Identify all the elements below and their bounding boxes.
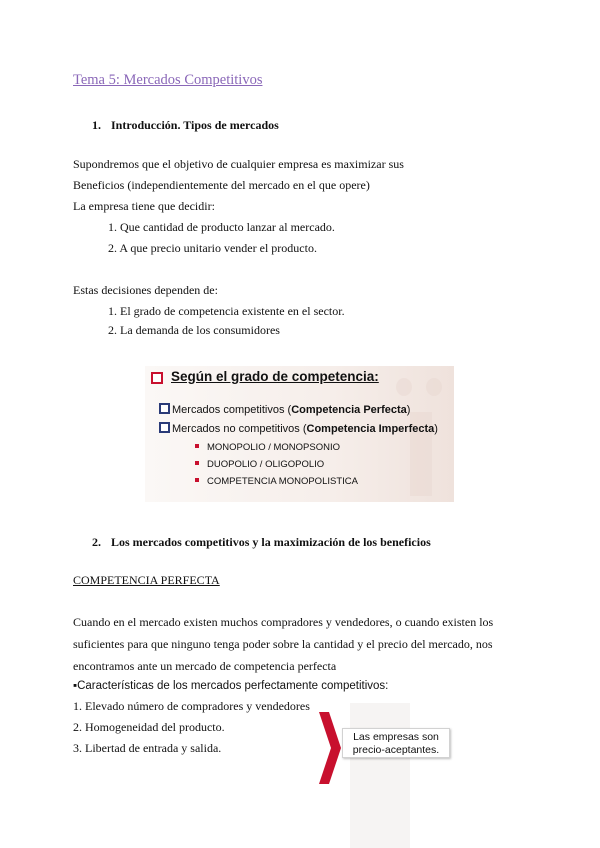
callout-line: Las empresas son <box>353 731 439 743</box>
section-heading-2 <box>92 535 431 550</box>
section-heading-1 <box>92 118 279 133</box>
intro-line-3: La empresa tiene que decidir: <box>73 199 215 213</box>
slide-sub-item: DUOPOLIO / OLIGOPOLIO <box>195 459 324 470</box>
bullet-square-icon <box>151 372 163 384</box>
list-item: 1. El grado de competencia existente en el sector. <box>108 304 345 318</box>
section-title: Introducción. Tipos de mercados <box>111 118 279 132</box>
slide-sub-item: COMPETENCIA MONOPOLISTICA <box>195 476 358 487</box>
list-item: 1. Elevado número de compradores y vendedores <box>73 699 310 713</box>
slide-sub-item: MONOPOLIO / MONOPSONIO <box>195 442 340 453</box>
chevron-right-icon <box>317 710 343 786</box>
list-item: 2. A que precio unitario vender el producto. <box>108 241 317 255</box>
bullet-icon <box>195 478 199 482</box>
checkbox-square-icon <box>159 403 170 414</box>
watermark-logo <box>330 703 430 848</box>
subheading-competencia-perfecta: COMPETENCIA PERFECTA <box>73 573 220 587</box>
slide-image <box>145 366 454 502</box>
list-item: 3. Libertad de entrada y salida. <box>73 741 222 755</box>
slide-row-noncompetitive: Mercados no competitivos (Competencia Imperfecta) <box>159 422 438 435</box>
section-number: 1. <box>92 118 101 132</box>
list-item: 1. Que cantidad de producto lanzar al mercado. <box>108 220 335 234</box>
document-title: Tema 5: Mercados Competitivos <box>73 72 263 88</box>
paragraph-line: encontramos ante un mercado de competencia perfecta <box>73 659 337 673</box>
section-title: Los mercados competitivos y la maximización de los beneficios <box>111 535 431 549</box>
bullet-icon <box>195 444 199 448</box>
callout-line: precio-aceptantes. <box>352 744 440 756</box>
slide-row-competitive: Mercados competitivos (Competencia Perfecta) <box>159 403 410 416</box>
section-number: 2. <box>92 535 101 549</box>
decisions-lead: Estas decisiones dependen de: <box>73 283 218 297</box>
checkbox-square-icon <box>159 422 170 433</box>
intro-line-1: Supondremos que el objetivo de cualquier empresa es maximizar sus <box>73 157 404 171</box>
paragraph-line: suficientes para que ninguno tenga poder sobre la cantidad y el precio del mercado, nos <box>73 637 493 651</box>
slide-heading: Según el grado de competencia: <box>171 369 379 384</box>
paragraph-line: Cuando en el mercado existen muchos compradores y vendedores, o cuando existen los <box>73 615 494 629</box>
characteristics-lead: ▪Características de los mercados perfectamente competitivos: <box>73 680 389 692</box>
list-item: 2. La demanda de los consumidores <box>108 323 280 337</box>
bullet-icon <box>195 461 199 465</box>
list-item: 2. Homogeneidad del producto. <box>73 720 225 734</box>
intro-line-2: Beneficios (independientemente del mercado en el que opere) <box>73 178 370 192</box>
callout-box <box>342 728 450 758</box>
